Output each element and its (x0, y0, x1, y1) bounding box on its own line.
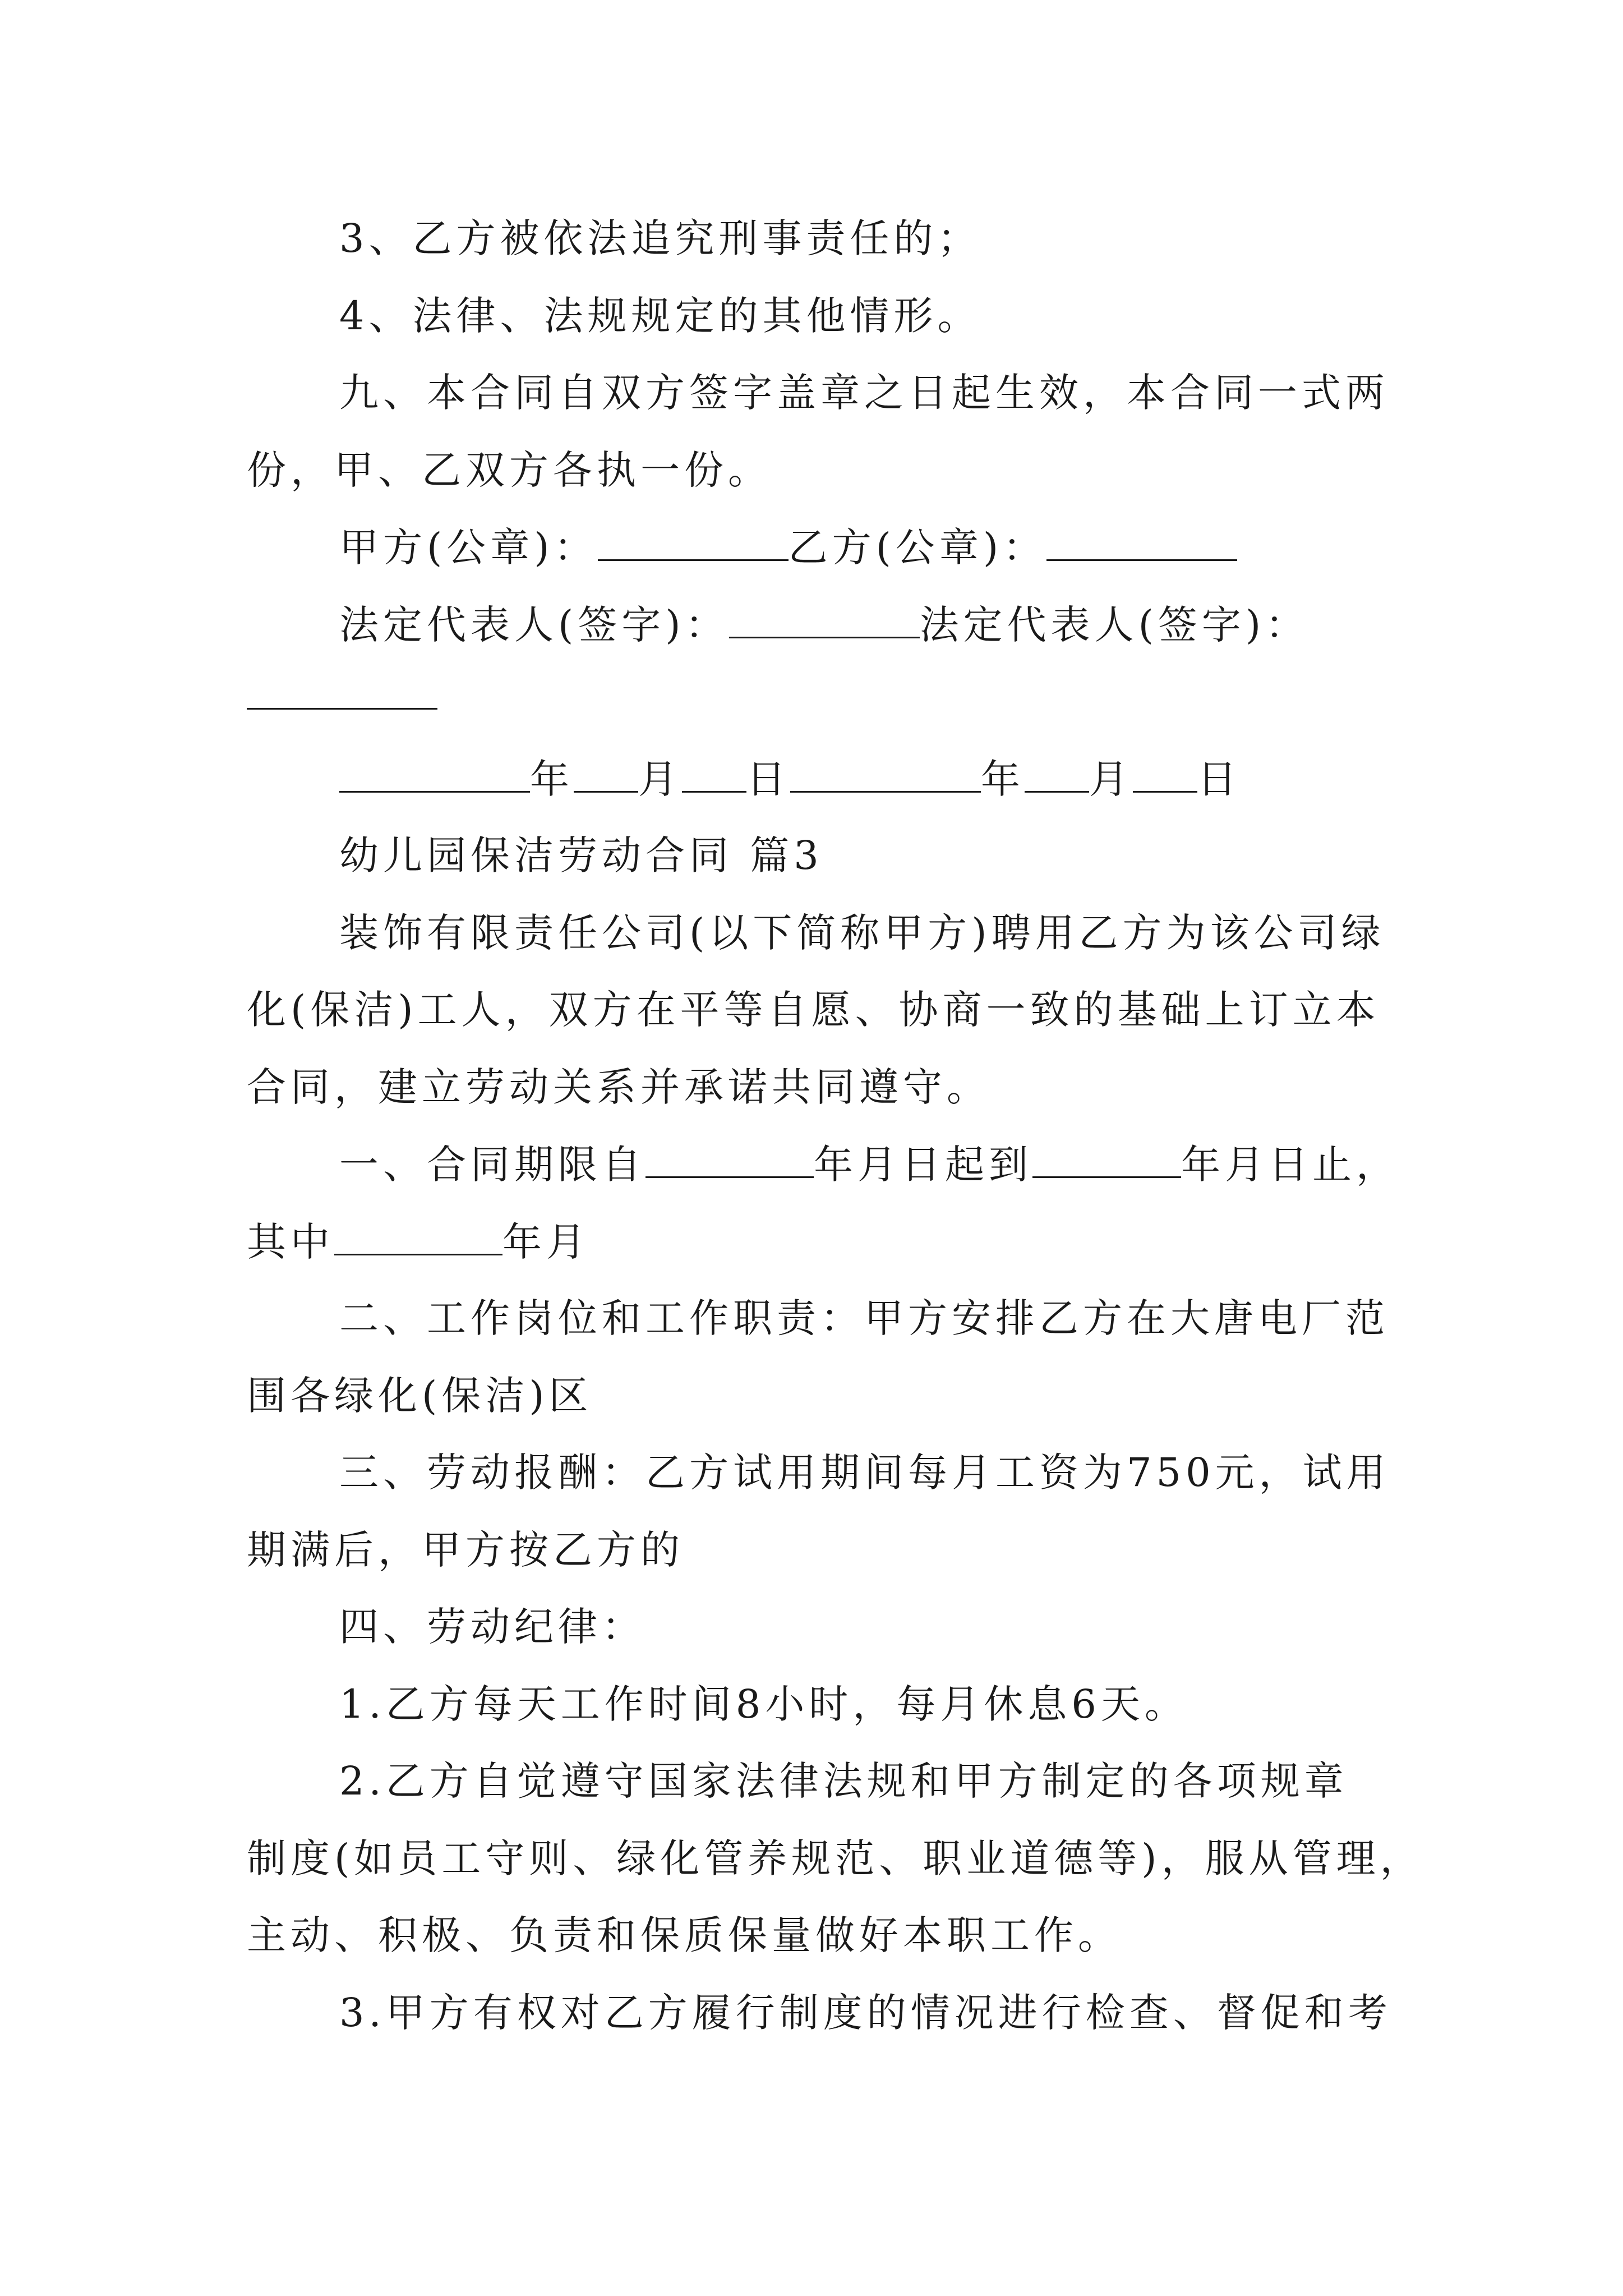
section-heading: 幼儿园保洁劳动合同 篇3 (339, 832, 823, 878)
date-day-label: 日 (1197, 756, 1241, 802)
probation-suffix: 年月 (502, 1219, 590, 1265)
date-b-day-blank (1133, 756, 1197, 793)
party-b-seal-blank (1046, 524, 1237, 561)
term-end-blank (1032, 1142, 1181, 1178)
signature-line-party-a (339, 524, 1237, 570)
term-end-suffix: 年月日止， (1181, 1142, 1400, 1188)
party-a-seal-blank (598, 524, 789, 561)
paragraph-line: 化(保洁)工人，双方在平等自愿、协商一致的基础上订立本 (247, 987, 1380, 1033)
probation-label: 其中 (247, 1219, 334, 1265)
representative-b-label: 法定代表人(签字)： (919, 602, 1310, 648)
paragraph-line: 3、乙方被依法追究刑事责任的； (339, 215, 981, 261)
date-month-label: 月 (638, 756, 682, 802)
paragraph-line: 2.乙方自觉遵守国家法律法规和甲方制定的各项规章 (339, 1758, 1348, 1804)
term-end-label: 年月日起到 (814, 1142, 1032, 1188)
date-year-label: 年 (530, 756, 574, 802)
paragraph-line: 期满后，甲方按乙方的 (247, 1527, 684, 1573)
representative-a-label: 法定代表人(签字)： (339, 602, 729, 648)
paragraph-line: 制度(如员工守则、绿化管养规范、职业道德等)，服从管理， (247, 1835, 1424, 1881)
date-month-label: 月 (1089, 756, 1133, 802)
party-a-seal-label: 甲方(公章)： (339, 524, 598, 570)
contract-term-line (339, 1142, 1400, 1187)
probation-blank (334, 1219, 502, 1255)
signature-line-representative (339, 602, 1309, 647)
date-line (339, 756, 1241, 802)
paragraph-line: 装饰有限责任公司(以下简称甲方)聘用乙方为该公司绿 (339, 910, 1385, 956)
contract-term-line-2 (247, 1219, 590, 1264)
date-a-day-blank (682, 756, 746, 793)
paragraph-line: 主动、积极、负责和保质保量做好本职工作。 (247, 1912, 1122, 1958)
date-b-month-blank (1025, 756, 1089, 793)
paragraph-line: 份，甲、乙双方各执一份。 (247, 447, 772, 493)
paragraph-line: 4、法律、法规规定的其他情形。 (339, 293, 981, 339)
party-b-seal-label: 乙方(公章)： (788, 524, 1047, 570)
representative-a-blank (729, 602, 920, 638)
paragraph-line: 二、工作岗位和工作职责：甲方安排乙方在大唐电厂范 (339, 1295, 1389, 1341)
paragraph-line: 四、劳动纪律： (339, 1604, 645, 1650)
paragraph-line: 九、本合同自双方签字盖章之日起生效，本合同一式两 (339, 370, 1389, 416)
date-a-year-blank (339, 756, 530, 793)
date-day-label: 日 (746, 756, 790, 802)
paragraph-line: 3.甲方有权对乙方履行制度的情况进行检查、督促和考 (339, 1990, 1392, 2036)
date-a-month-blank (574, 756, 638, 793)
paragraph-line: 1.乙方每天工作时间8小时，每月休息6天。 (339, 1681, 1188, 1727)
representative-b-blank (247, 673, 437, 710)
term-start-blank (645, 1142, 814, 1178)
date-year-label: 年 (981, 756, 1025, 802)
paragraph-line: 三、劳动报酬：乙方试用期间每月工资为750元，试用 (339, 1450, 1390, 1496)
term-start-label: 一、合同期限自 (339, 1142, 645, 1188)
representative-b-line (247, 673, 437, 719)
date-b-year-blank (790, 756, 981, 793)
paragraph-line: 合同，建立劳动关系并承诺共同遵守。 (247, 1064, 990, 1110)
paragraph-line: 围各绿化(保洁)区 (247, 1373, 593, 1419)
